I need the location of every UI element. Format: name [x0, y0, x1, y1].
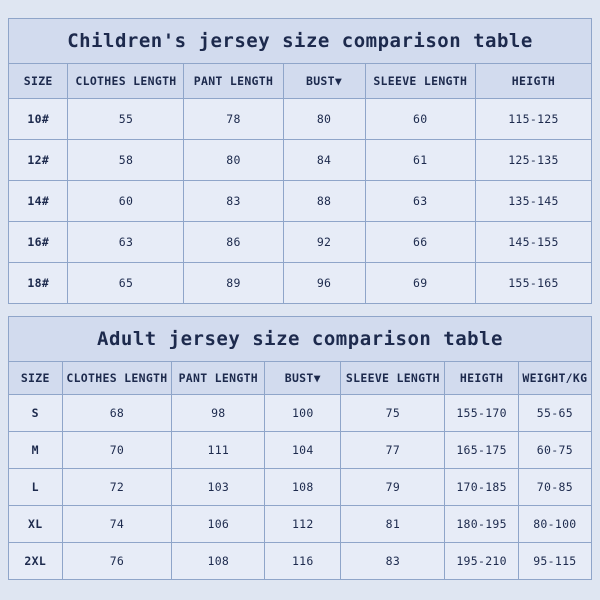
column-header-heigth: HEIGTH	[445, 362, 518, 395]
cell-bust: 100	[265, 395, 341, 432]
cell-size: M	[9, 432, 63, 469]
cell-bust: 96	[283, 263, 365, 304]
cell-bust: 104	[265, 432, 341, 469]
table-row	[9, 432, 592, 469]
cell-bust: 88	[283, 181, 365, 222]
table-header-row	[9, 362, 592, 395]
cell-heigth: 195-210	[445, 543, 518, 580]
cell-pant-length: 86	[184, 222, 283, 263]
cell-pant-length: 103	[172, 469, 265, 506]
cell-heigth: 145-155	[475, 222, 591, 263]
table-row	[9, 140, 592, 181]
adult-table-title: Adult jersey size comparison table	[8, 316, 592, 361]
cell-size: XL	[9, 506, 63, 543]
cell-bust: 108	[265, 469, 341, 506]
table-header-row	[9, 64, 592, 99]
table-row	[9, 543, 592, 580]
column-header-size: SIZE	[9, 64, 68, 99]
cell-clothes-length: 63	[68, 222, 184, 263]
table-row	[9, 222, 592, 263]
cell-weight: 80-100	[518, 506, 591, 543]
cell-pant-length: 89	[184, 263, 283, 304]
column-header-clothes-length: CLOTHES LENGTH	[62, 362, 172, 395]
cell-clothes-length: 76	[62, 543, 172, 580]
children-table-title: Children's jersey size comparison table	[8, 18, 592, 63]
cell-size: 12#	[9, 140, 68, 181]
cell-clothes-length: 55	[68, 99, 184, 140]
column-header-clothes-length: CLOTHES LENGTH	[68, 64, 184, 99]
cell-pant-length: 98	[172, 395, 265, 432]
cell-heigth: 155-165	[475, 263, 591, 304]
cell-bust: 116	[265, 543, 341, 580]
table-row	[9, 506, 592, 543]
cell-clothes-length: 74	[62, 506, 172, 543]
cell-sleeve-length: 66	[365, 222, 475, 263]
table-row	[9, 395, 592, 432]
column-header-weight: WEIGHT/KG	[518, 362, 591, 395]
cell-size: S	[9, 395, 63, 432]
cell-sleeve-length: 81	[341, 506, 445, 543]
cell-pant-length: 108	[172, 543, 265, 580]
cell-bust: 84	[283, 140, 365, 181]
cell-size: 2XL	[9, 543, 63, 580]
cell-weight: 70-85	[518, 469, 591, 506]
cell-sleeve-length: 79	[341, 469, 445, 506]
children-table-head	[9, 64, 592, 99]
cell-bust: 112	[265, 506, 341, 543]
children-table-body	[9, 99, 592, 304]
cell-pant-length: 106	[172, 506, 265, 543]
adult-table-head	[9, 362, 592, 395]
column-header-sleeve-length: SLEEVE LENGTH	[365, 64, 475, 99]
table-row	[9, 99, 592, 140]
cell-sleeve-length: 83	[341, 543, 445, 580]
cell-heigth: 165-175	[445, 432, 518, 469]
cell-heigth: 115-125	[475, 99, 591, 140]
cell-heigth: 135-145	[475, 181, 591, 222]
cell-clothes-length: 72	[62, 469, 172, 506]
cell-size: 10#	[9, 99, 68, 140]
cell-heigth: 125-135	[475, 140, 591, 181]
cell-clothes-length: 70	[62, 432, 172, 469]
cell-pant-length: 78	[184, 99, 283, 140]
cell-heigth: 170-185	[445, 469, 518, 506]
table-row	[9, 181, 592, 222]
cell-sleeve-length: 77	[341, 432, 445, 469]
cell-weight: 60-75	[518, 432, 591, 469]
column-header-bust: BUST▼	[283, 64, 365, 99]
cell-clothes-length: 65	[68, 263, 184, 304]
cell-size: 16#	[9, 222, 68, 263]
table-row	[9, 469, 592, 506]
column-header-pant-length: PANT LENGTH	[184, 64, 283, 99]
cell-sleeve-length: 61	[365, 140, 475, 181]
cell-bust: 80	[283, 99, 365, 140]
cell-weight: 55-65	[518, 395, 591, 432]
cell-bust: 92	[283, 222, 365, 263]
cell-heigth: 155-170	[445, 395, 518, 432]
adult-size-table	[8, 316, 592, 580]
cell-heigth: 180-195	[445, 506, 518, 543]
column-header-sleeve-length: SLEEVE LENGTH	[341, 362, 445, 395]
cell-sleeve-length: 63	[365, 181, 475, 222]
cell-sleeve-length: 69	[365, 263, 475, 304]
cell-sleeve-length: 75	[341, 395, 445, 432]
cell-clothes-length: 68	[62, 395, 172, 432]
column-header-heigth: HEIGTH	[475, 64, 591, 99]
table-row	[9, 263, 592, 304]
column-header-bust: BUST▼	[265, 362, 341, 395]
cell-size: 18#	[9, 263, 68, 304]
column-header-size: SIZE	[9, 362, 63, 395]
cell-clothes-length: 60	[68, 181, 184, 222]
cell-sleeve-length: 60	[365, 99, 475, 140]
adult-table-body	[9, 395, 592, 580]
cell-pant-length: 111	[172, 432, 265, 469]
cell-size: 14#	[9, 181, 68, 222]
column-header-pant-length: PANT LENGTH	[172, 362, 265, 395]
cell-pant-length: 80	[184, 140, 283, 181]
cell-clothes-length: 58	[68, 140, 184, 181]
cell-weight: 95-115	[518, 543, 591, 580]
children-size-table	[8, 18, 592, 304]
cell-pant-length: 83	[184, 181, 283, 222]
cell-size: L	[9, 469, 63, 506]
